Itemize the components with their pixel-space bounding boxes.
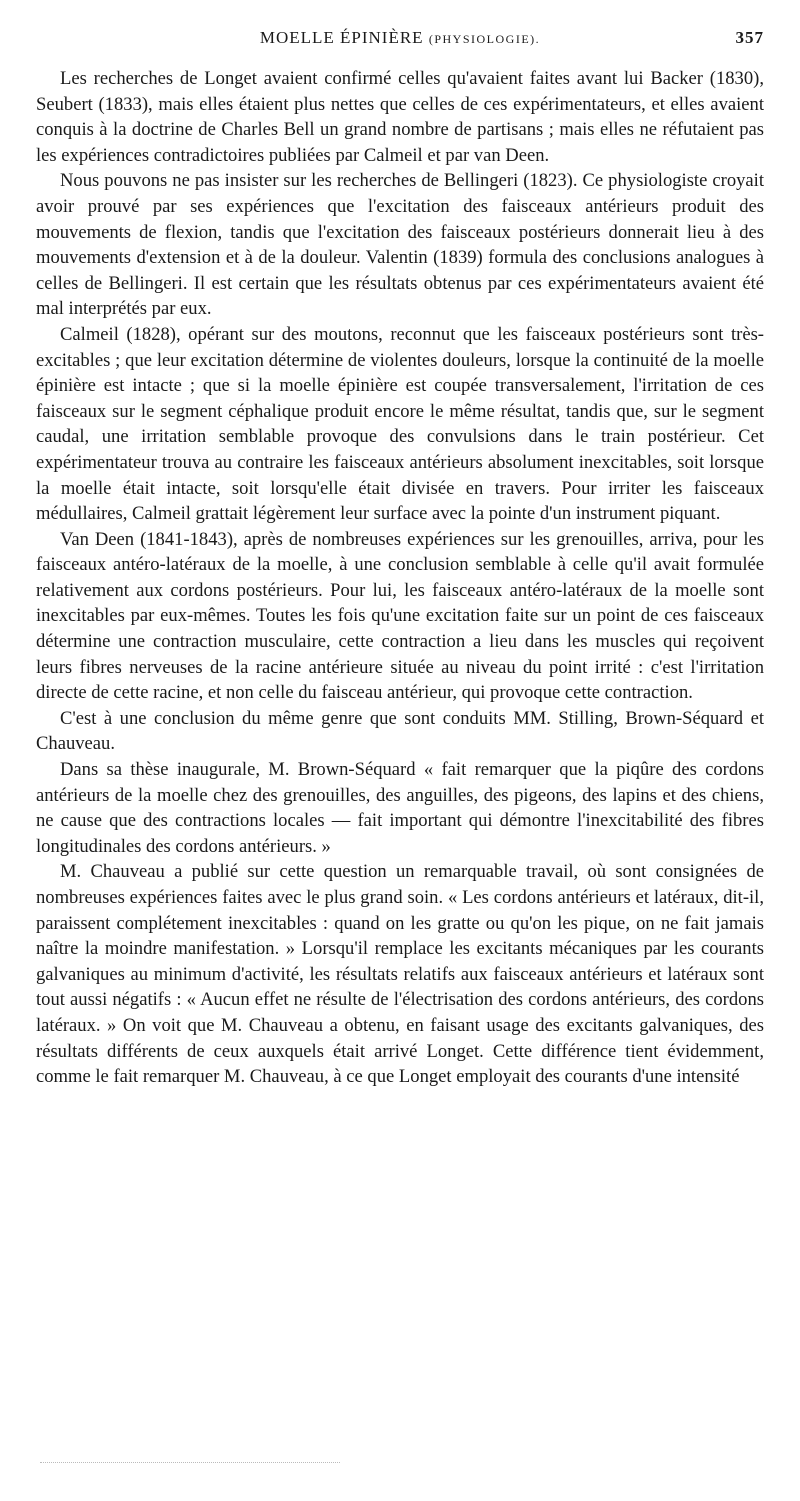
paragraph: Calmeil (1828), opérant sur des moutons, reconnut que les faisceaux postérieurs sont très-excitables ; que leur excitation détermine de violentes douleurs, lorsque la continuité de la moelle épinière est intacte ; que si la moelle épinière est coupée transversalement, l'irritation de ces faisceaux sur le segment céphalique produit encore le même résultat, tandis que, sur le segment caudal, une irritation semblable provoque des convulsions dans le train postérieur. Cet expérimentateur trouva au contraire les faisceaux antérieurs absolument inexcitables, soit lorsque la moelle était intacte, soit lorsqu'elle était divisée en travers. Pour irriter les faisceaux médullaires, Calmeil grattait légèrement leur surface avec la pointe d'un instrument piquant. — [36, 323, 764, 525]
paragraph: Nous pouvons ne pas insister sur les recherches de Bellingeri (1823). Ce physiologiste croyait avoir prouvé par ses expériences que l'excitation des faisceaux antérieurs produit des mouvements de flexion, tandis que l'excitation des faisceaux postérieurs donnerait lieu à des mouvements d'extension et à de la douleur. Valentin (1839) formula des conclusions analogues à celles de Bellingeri. Il est certain que les résultats obtenus par ces expérimentateurs avaient été mal interprétés par eux. — [36, 170, 764, 320]
running-head — [36, 28, 764, 54]
paragraph: M. Chauveau a publié sur cette question un remarquable travail, où sont consignées de nombreuses expériences faites avec le plus grand soin. « Les cordons antérieurs et latéraux, dit-il, paraissent complétement inexcitables : quand on les gratte ou qu'on les pique, on ne fait jamais naître la moindre manifestation. » Lorsqu'il remplace les excitants mécaniques par les courants galvaniques au minimum d'activité, les résultats relatifs aux faisceaux antérieurs et latéraux sont tout aussi négatifs : « Aucun effet ne résulte de l'électrisation des cordons antérieurs, des cordons latéraux. » On voit que M. Chauveau a obtenu, en faisant usage des excitants galvaniques, des résultats différents de ceux auxquels était arrivé Longet. Cette différence tient évidemment, comme le fait remarquer M. Chauveau, à ce que Longet employait des courants d'une intensité — [36, 861, 764, 1088]
header-subtitle: (PHYSIOLOGIE). — [428, 32, 541, 46]
footer-rule — [40, 1462, 340, 1463]
paragraph: Van Deen (1841-1843), après de nombreuses expériences sur les grenouilles, arriva, pour les faisceaux antéro-latéraux de la moelle, à une conclusion semblable à celle qu'il avait formulée relativement aux cordons postérieurs. Pour lui, les faisceaux antéro-latéraux de la moelle sont inexcitables par eux-mêmes. Toutes les fois qu'une excitation faite sur un point de ces faisceaux détermine une contraction musculaire, cette contraction a lieu dans les muscles qui reçoivent leurs fibres nerveuses de la racine antérieure située au niveau du point irrité : c'est l'irritation directe de cette racine, et non celle du faisceau antérieur, qui provoque cette contraction. — [36, 528, 764, 704]
running-title — [36, 28, 764, 48]
paragraph: Les recherches de Longet avaient confirmé celles qu'avaient faites avant lui Backer (1830), Seubert (1833), mais elles étaient plus nettes que celles de ces expérimentateurs, et elles avaient conquis à la doctrine de Charles Bell un grand nombre de partisans ; mais elles ne réfutaient pas les expériences contradictoires publiées par Calmeil et par van Deen. — [36, 68, 764, 166]
page — [36, 28, 764, 1090]
header-title: MOELLE ÉPINIÈRE — [259, 28, 424, 47]
paragraph: Dans sa thèse inaugurale, M. Brown-Séquard « fait remarquer que la piqûre des cordons antérieurs de la moelle chez des grenouilles, des anguilles, des pigeons, des lapins et des chiens, ne cause que des contractions locales — fait important qui démontre l'inexcitabilité des fibres longitudinales des cordons antérieurs. » — [36, 759, 764, 857]
paragraph: C'est à une conclusion du même genre que sont conduits MM. Stilling, Brown-Séquard et Chauveau. — [36, 707, 764, 755]
page-number: 357 — [735, 28, 764, 47]
body-text — [36, 66, 764, 1090]
